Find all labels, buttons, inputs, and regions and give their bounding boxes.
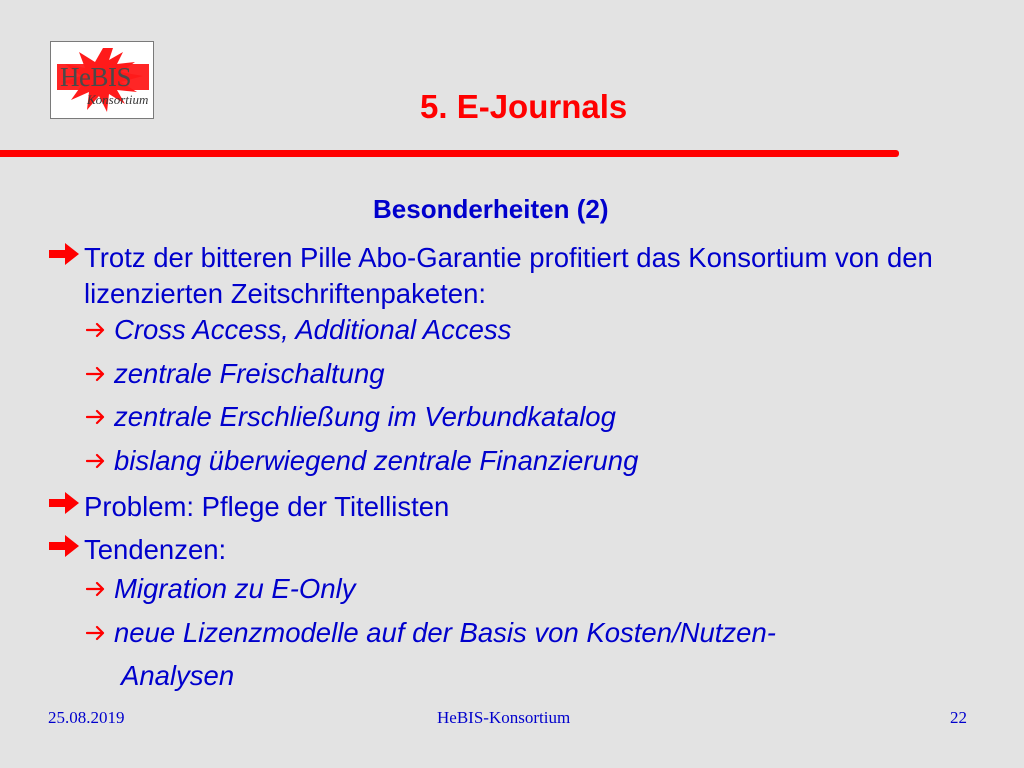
sub-item [82, 575, 355, 603]
logo-subtitle: Konsortium [87, 92, 149, 107]
page-number: 22 [950, 708, 967, 727]
bold-arrow-icon [47, 489, 81, 517]
slide-title: 5. E-Journals [420, 88, 628, 125]
bold-arrow-icon [47, 532, 81, 560]
sub-item [82, 447, 638, 475]
sub-item [82, 403, 616, 431]
thin-arrow-icon [86, 366, 106, 382]
slide-subtitle: Besonderheiten (2) [373, 194, 609, 224]
logo-wordmark: HeBIS [60, 62, 131, 92]
sub-item-continuation: Analysen [121, 660, 235, 691]
thin-arrow-icon [86, 581, 106, 597]
thin-arrow-icon [86, 322, 106, 338]
sub-item [82, 360, 385, 388]
bullet-text: Problem: Pflege der Titellisten [84, 491, 450, 522]
footer-center: HeBIS-Konsortium [437, 708, 571, 727]
bold-arrow-icon [47, 240, 81, 268]
bullet-item [47, 240, 1017, 312]
sub-item-text: zentrale Freischaltung [114, 358, 385, 389]
bullet-text: Tendenzen: [84, 534, 227, 565]
thin-arrow-icon [86, 409, 106, 425]
sub-item-text: bislang überwiegend zentrale Finanzierung [114, 445, 639, 476]
thin-arrow-icon [86, 453, 106, 469]
bullet-item [47, 532, 226, 568]
sub-item-text: Cross Access, Additional Access [114, 314, 512, 345]
sub-item-text: neue Lizenzmodelle auf der Basis von Kosten/Nutzen- [114, 617, 776, 648]
sub-item [82, 619, 776, 647]
thin-arrow-icon [86, 625, 106, 641]
sub-item-text: Migration zu E-Only [114, 573, 356, 604]
bullet-text: Trotz der bitteren Pille Abo-Garantie profitiert das Konsortium von den lizenzierten Zeitschriftenpaketen: [84, 242, 933, 309]
sub-item-text: zentrale Erschließung im Verbundkatalog [114, 401, 616, 432]
footer-date: 25.08.2019 [48, 708, 125, 727]
sub-item [82, 316, 511, 344]
bullet-item [47, 489, 449, 525]
